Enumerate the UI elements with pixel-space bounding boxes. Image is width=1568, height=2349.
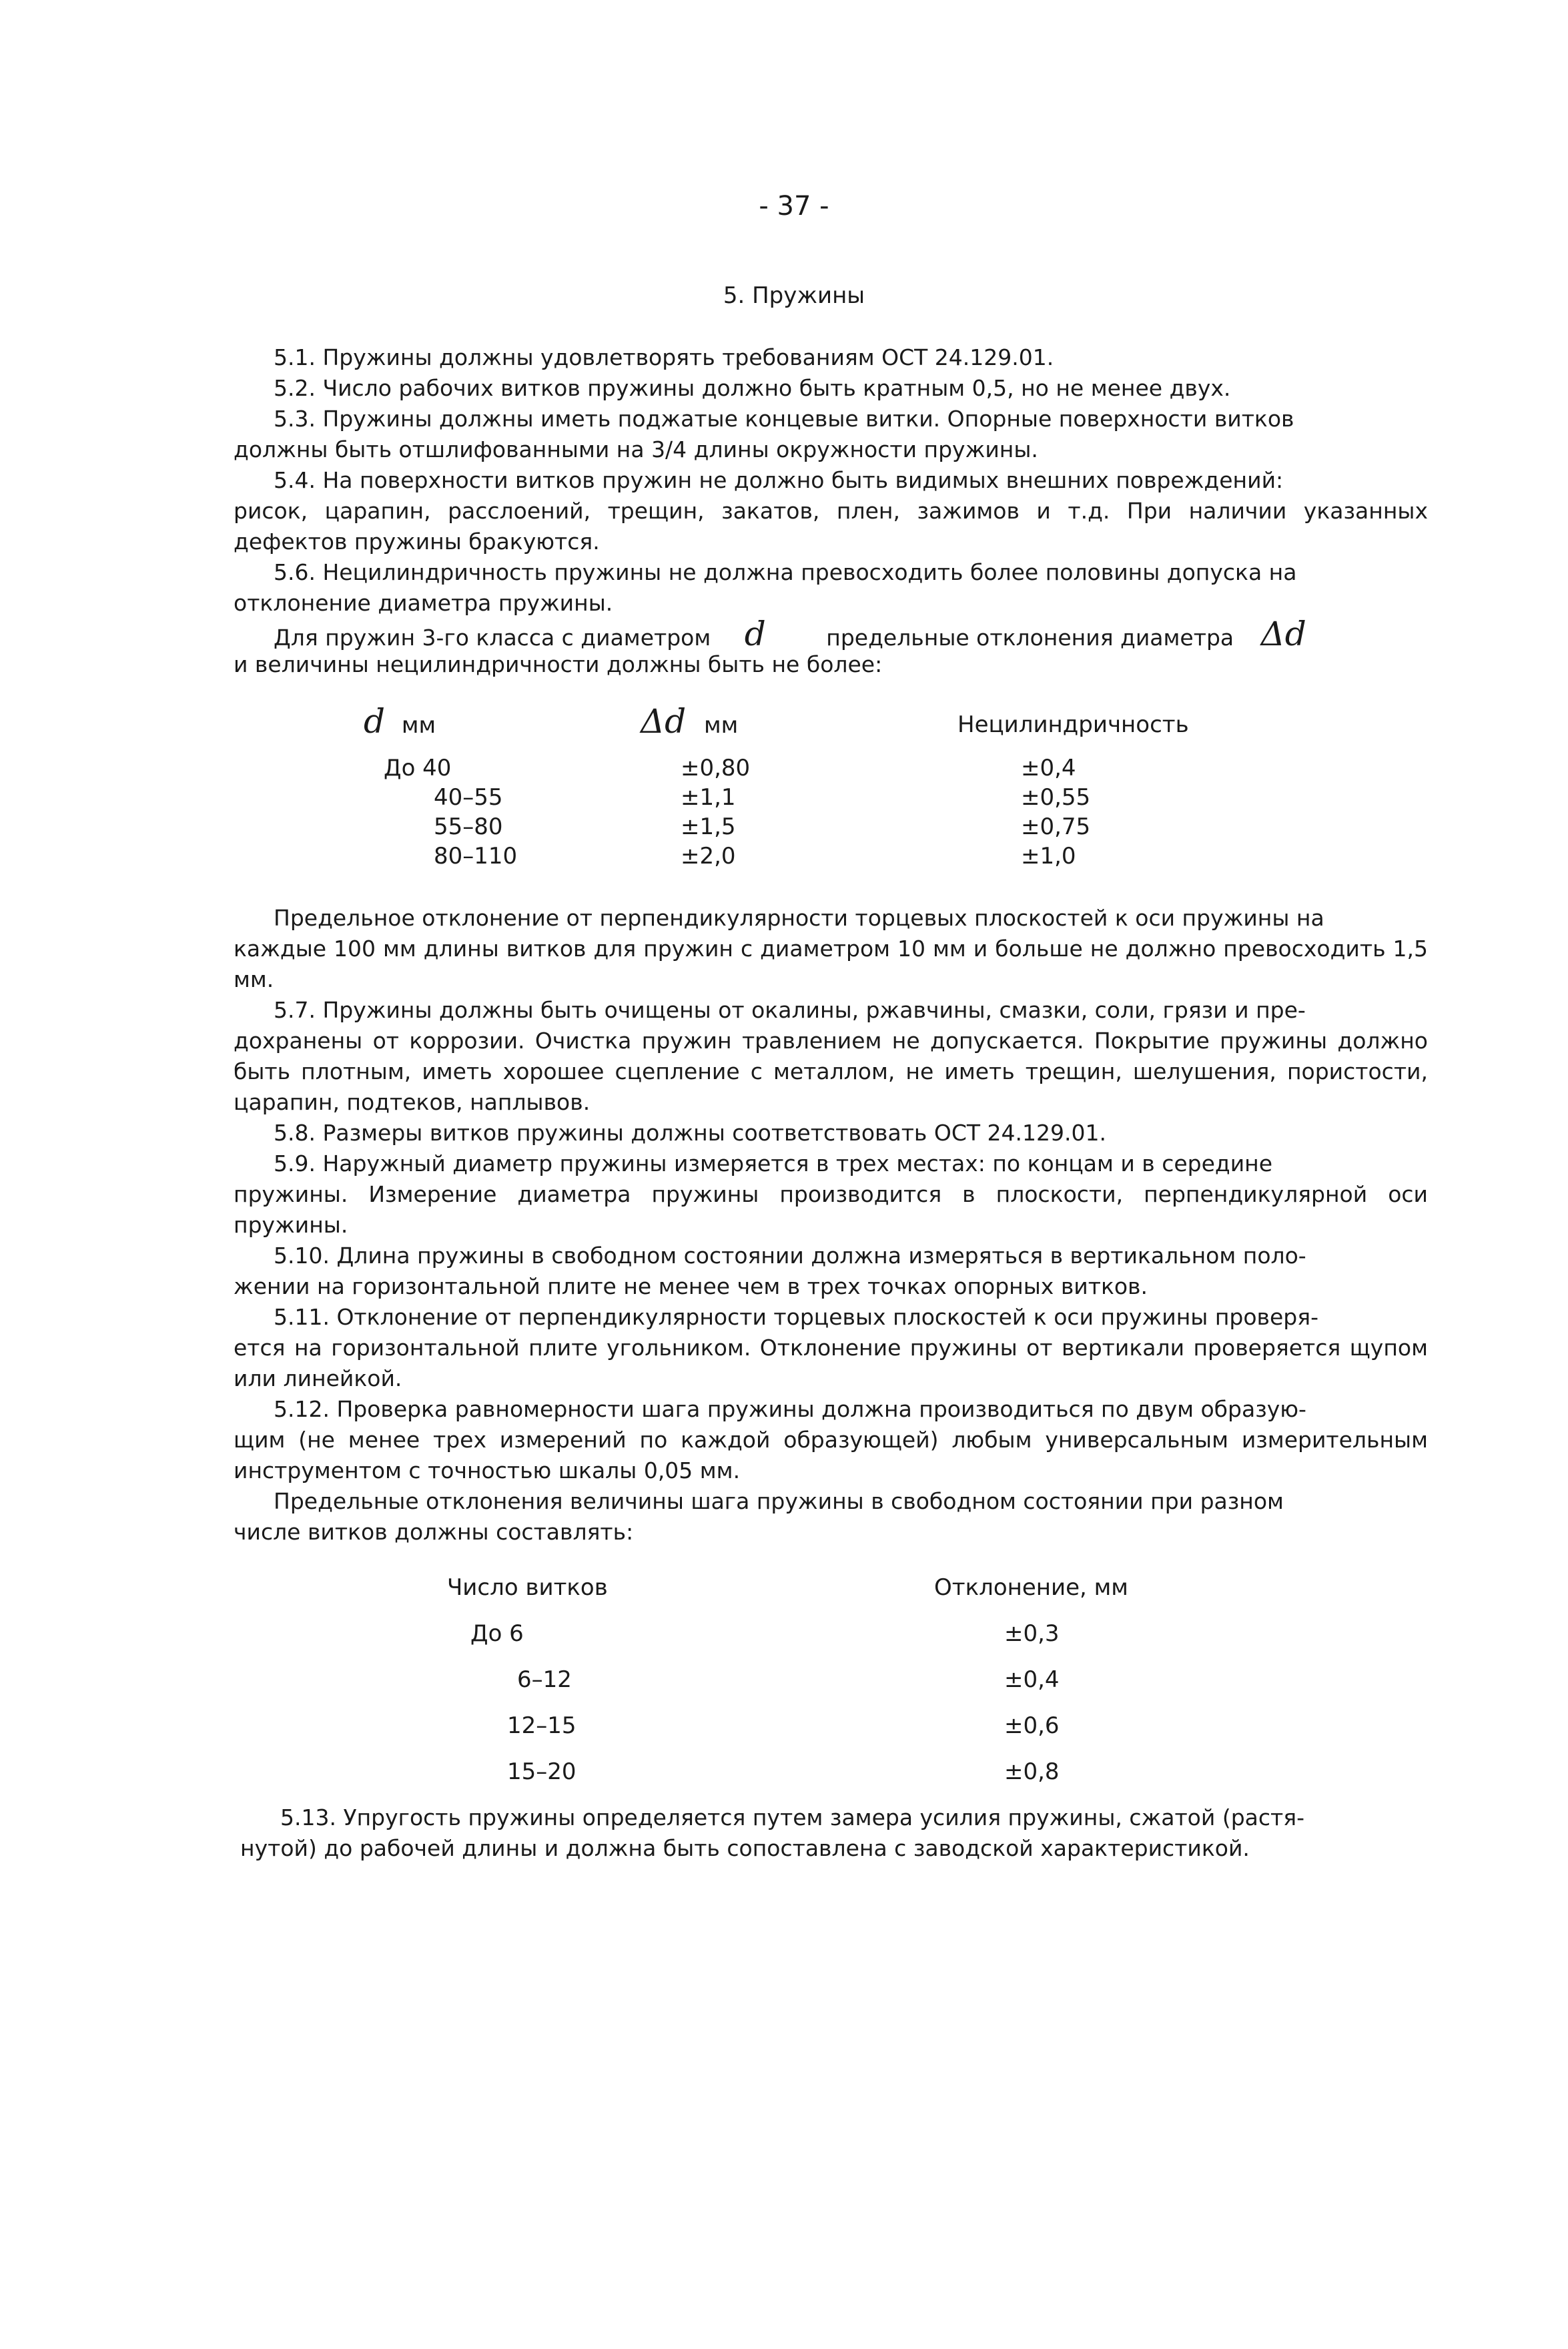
- table1-row1-dd: ±0,80: [681, 755, 751, 781]
- para-step-first: Предельные отклонения величины шага пружины в свободном состоянии при разном: [274, 1488, 1284, 1514]
- table1-row2-d: 40–55: [434, 784, 503, 811]
- para-5-11-rest: ется на горизонтальной плите угольником. Отклонение пружины от вертикали проверяется щупом или линейкой.: [234, 1335, 1428, 1391]
- table1-header-noncyl: Нецилиндричность: [957, 711, 1189, 738]
- table2-row2-dev: ±0,4: [1004, 1666, 1060, 1693]
- table1-row3-dd: ±1,5: [681, 813, 736, 840]
- para-5-10-first: 5.10. Длина пружины в свободном состоянии должна измеряться в вертикальном поло-: [274, 1243, 1306, 1269]
- para-5-8: 5.8. Размеры витков пружины должны соответствовать ОСТ 24.129.01.: [274, 1120, 1106, 1146]
- d-unit: мм: [401, 712, 436, 739]
- para-5-2: 5.2. Число рабочих витков пружины должно быть кратным 0,5, но не менее двух.: [274, 375, 1231, 401]
- table2-row3-turns: 12–15: [507, 1712, 576, 1739]
- table1-row4-dd: ±2,0: [681, 843, 736, 870]
- table1-row2-dd: ±1,1: [681, 784, 736, 811]
- table1-row2-nc: ±0,55: [1021, 784, 1091, 811]
- para-5-3-rest: должны быть отшлифованными на 3/4 длины окружности пружины.: [234, 436, 1038, 462]
- table1-row1-d: До 40: [384, 755, 452, 781]
- para-class3-line: [274, 615, 1475, 653]
- para-5-6-first: 5.6. Нецилиндричность пружины не должна превосходить более половины допуска на: [274, 559, 1297, 585]
- para-step-rest: числе витков должны составлять:: [234, 1519, 634, 1545]
- para-5-12-first: 5.12. Проверка равномерности шага пружины должна производиться по двум образую-: [274, 1396, 1306, 1422]
- table2-row4-dev: ±0,8: [1004, 1758, 1060, 1785]
- table1-row3-d: 55–80: [434, 813, 503, 840]
- para-5-13-rest: нутой) до рабочей длины и должна быть сопоставлена с заводской характеристикой.: [240, 1835, 1250, 1861]
- table2-row3-dev: ±0,6: [1004, 1712, 1060, 1739]
- d-symbol: d: [364, 702, 386, 741]
- para-5-9-rest: пружины. Измерение диаметра пружины производится в плоскости, перпендикулярной оси пружины.: [234, 1181, 1428, 1238]
- para-5-6-rest: отклонение диаметра пружины.: [234, 590, 613, 616]
- page-number: - 37 -: [759, 191, 829, 222]
- table2-header-deviation: Отклонение, мм: [934, 1574, 1128, 1601]
- table1-header-dd: [641, 702, 739, 741]
- class3-text-a: Для пружин 3-го класса с диаметром: [274, 625, 711, 651]
- para-5-11-first: 5.11. Отклонение от перпендикулярности торцевых плоскостей к оси пружины проверя-: [274, 1304, 1319, 1330]
- para-5-9-first: 5.9. Наружный диаметр пружины измеряется в трех местах: по концам и в середине: [274, 1150, 1273, 1177]
- delta-d-symbol: Δd: [1260, 615, 1306, 653]
- class3-text-b: предельные отклонения диаметра: [826, 625, 1234, 651]
- table2-row1-turns: До 6: [470, 1620, 524, 1647]
- para-5-7-first: 5.7. Пружины должны быть очищены от окалины, ржавчины, смазки, соли, грязи и пре-: [274, 997, 1306, 1023]
- para-5-13-first: 5.13. Упругость пружины определяется путем замера усилия пружины, сжатой (растя-: [280, 1804, 1304, 1830]
- para-5-4-first: 5.4. На поверхности витков пружин не должно быть видимых внешних повреждений:: [274, 467, 1284, 493]
- para-5-7-rest: дохранены от коррозии. Очистка пружин травлением не допускается. Покрытие пружины должно быть плотным, иметь хорошее сцепление с металлом, не иметь трещин, шелушения, пористости, царапин, подтеков, наплывов.: [234, 1028, 1428, 1115]
- table1-row3-nc: ±0,75: [1021, 813, 1091, 840]
- table2-header-turns: Число витков: [447, 1574, 608, 1601]
- para-5-12-rest: щим (не менее трех измерений по каждой образующей) любым универсальным измерительным инструментом с точностью шкалы 0,05 мм.: [234, 1427, 1428, 1483]
- para-5-4-rest: рисок, царапин, расслоений, трещин, закатов, плен, зажимов и т.д. При наличии указанных дефектов пружины бракуются.: [234, 498, 1428, 555]
- d-symbol: d: [744, 615, 766, 653]
- para-5-10-rest: жении на горизонтальной плите не менее чем в трех точках опорных витков.: [234, 1273, 1148, 1299]
- para-perp-rest: каждые 100 мм длины витков для пружин с диаметром 10 мм и больше не должно превосходить 1,5 мм.: [234, 936, 1428, 992]
- section-heading: 5. Пружины: [723, 282, 865, 309]
- table2-row2-turns: 6–12: [517, 1666, 572, 1693]
- delta-d-symbol: Δd: [641, 702, 687, 741]
- para-perp-first: Предельное отклонение от перпендикулярности торцевых плоскостей к оси пружины на: [274, 905, 1324, 931]
- para-class3-rest: и величины нецилиндричности должны быть не более:: [234, 651, 883, 677]
- table1-header-d: [364, 702, 436, 741]
- table1-row4-d: 80–110: [434, 843, 518, 870]
- para-5-1: 5.1. Пружины должны удовлетворять требованиям ОСТ 24.129.01.: [274, 344, 1054, 370]
- para-5-3-first: 5.3. Пружины должны иметь поджатые концевые витки. Опорные поверхности витков: [274, 406, 1294, 432]
- table1-row1-nc: ±0,4: [1021, 755, 1076, 781]
- table2-row1-dev: ±0,3: [1004, 1620, 1060, 1647]
- table2-row4-turns: 15–20: [507, 1758, 576, 1785]
- table1-row4-nc: ±1,0: [1021, 843, 1076, 870]
- dd-unit: мм: [703, 712, 739, 739]
